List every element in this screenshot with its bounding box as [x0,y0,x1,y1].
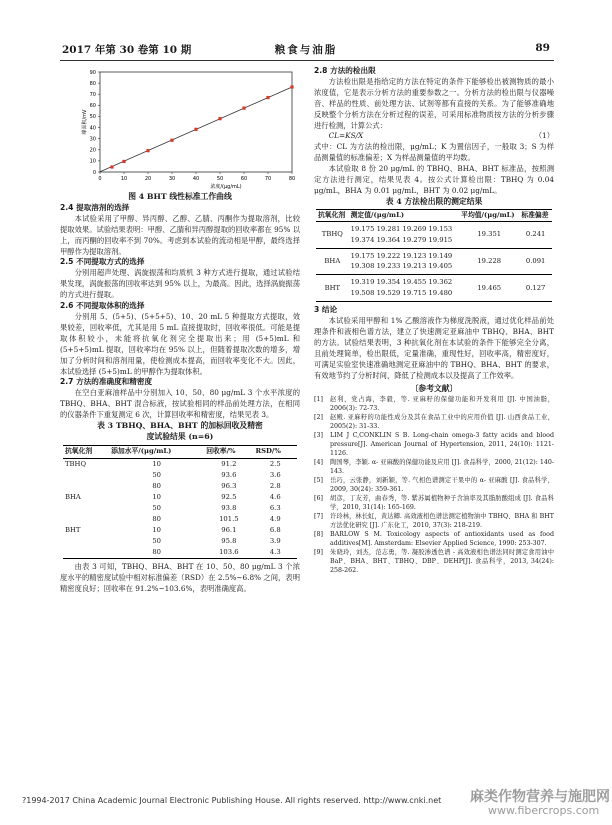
reference-item [314,548,554,575]
table-4-cell: 0.241 [519,221,552,248]
data-point [194,128,197,131]
table-4-cell: BHA [316,248,349,275]
table-3-row [63,481,297,492]
y-tick-label: 70 [89,92,96,99]
table-3-cell [63,514,109,525]
reference-number: [2] [314,414,323,422]
section-2-7-text: 在空白亚麻油样品中分别加入 10、50、80 μg/mL 3 个水平浓度的 TBHQ、BHA、BHT 混合标液，按试验相同的样品前处理方法，在相同的仪器条件下重复测定 6 次，计算回收率和精密度，结果见表 3。 [60,388,300,420]
references-list [314,395,554,575]
header-rule [60,60,554,61]
section-2-4-title: 2.4 提取溶剂的选择 [60,202,130,212]
section-2-4-text: 本试验采用了甲醇、异丙醇、乙醇、乙腈、丙酮作为提取溶剂，比较提取效果。试验结果表明：甲醇、乙腈和异丙醇提取的回收率都在 95% 以上，而丙酮的回收率不到 70%。考虑到本试验的流动相是甲醇，最终选择甲醇作为提取溶剂。 [60,213,300,256]
reference-text: 赵利，党占海，李毅，等. 亚麻籽的保健功能和开发利用 [J]. 中国油脂，2006(3): 72-73. [330,396,554,413]
journal-issue: 2017 年第 30 卷第 10 期 [62,44,192,56]
table-4-cell: 19.465 [459,275,519,302]
table-4-cell: 0.127 [519,275,552,302]
watermark-text: 麻类作物营养与施肥网 [470,789,610,805]
x-tick-label: 0 [98,176,102,182]
page-number: 89 [535,42,550,54]
table-3-cell: 50 [152,503,161,512]
y-tick-label: 0 [92,169,96,176]
table-3-cell: 101.5 [219,514,239,523]
left-column [60,192,300,595]
table-3-cell: 3.9 [269,536,281,545]
table-3-cell: 80 [152,481,161,490]
table-3-row [63,492,297,503]
table-3-cell: TBHQ [65,459,87,468]
table-3-cell [63,547,109,559]
table-4-row [316,275,552,302]
section-2-6-text: 分别用 5、(5+5)、(5+5+5)、10、20 mL 5 种提取方式提取，效果较差，回收率低，尤其是用 5 mL 直接提取时，回收率很低。可能是提取体积较小，未能将抗氧化剂完全提取出来；用 (5+5)mL 和 (5+5+5)mL 提取，回收率均在 95% 以上，但随着提取次数的增多，增加了分析时间和溶剂用量，使检测成本提高，而回收率变化不大。因此，本试验选择 (5+5)mL 的甲醇作为提取体积。 [60,311,300,376]
table-3-cell: BHT [65,525,81,534]
table-3-header-cell: 添加水平/(μg/mL) [109,445,204,458]
reference-number: [1] [314,396,323,404]
table-3-row [63,458,297,470]
table-3-cell: 96.3 [221,481,237,490]
table-4-cell: 19.175 19.281 19.269 19.153 19.374 19.364 19.279 19.915 [349,221,460,248]
formula-description: 式中：CL 为方法的检出限，μg/mL；K 为置信因子，一般取 3；S 为样品测量值的标准偏差；X 为样品测量值的平均数。 [314,142,554,163]
table-3-cell [63,481,109,492]
table-3-caption: 表 3 TBHQ、BHA、BHT 的加标回收及精密 [97,421,263,431]
table-4-header-cell: 平均值/(μg/mL) [459,209,519,221]
x-tick-label: 30 [168,176,176,182]
x-tick-label: 10 [120,176,128,182]
table-3-cell: 96.1 [221,525,237,534]
data-point [290,85,293,88]
y-tick-label: 90 [89,69,96,76]
x-tick-label: 40 [192,176,200,182]
reference-text: 许玲林，林长虹，黄达卿. 高效液相色谱法测定植物油中 TBHQ、BHA 和 BHT 方法优化研究 [J]. 广东化工，2010, 37(3): 218-219. [330,513,554,530]
formula: CL=KS/X [328,131,364,141]
table-4-cell: TBHQ [316,221,349,248]
x-tick-label: 60 [240,176,248,182]
data-point [218,117,221,120]
section-2-5-title: 2.5 不同提取方式的选择 [60,257,145,267]
table-3-cell: 80 [109,547,204,559]
table-3-cell: 10 [152,492,161,501]
reference-item [314,494,554,512]
journal-name: 粮食与油脂 [274,44,338,56]
y-axis-label: 峰面积/mV [82,109,88,135]
copyright-footer: ?1994-2017 China Academic Journal Electronic Publishing House. All rights reserved. http://www.cnki.net [22,796,442,805]
table-3-cell: 6.3 [269,503,281,512]
table-3-cell [63,536,109,547]
x-tick-label: 20 [144,176,152,182]
table-3-discussion: 由表 3 可知，TBHQ、BHA、BHT 在 10、50、80 μg/mL 3 个浓度水平的精密度试验中相对标准偏差（RSD）在 2.5%~6.8% 之间，表明精密度良好；回收率在 91.2%~103.6%，表明准确度高。 [60,561,300,593]
y-tick-label: 30 [89,136,96,143]
table-4-cell: BHT [316,275,349,302]
reference-number: [4] [314,459,323,467]
table-3-cell: 92.5 [221,492,237,501]
reference-item [314,476,554,494]
x-axis-label: 浓度/(μg/mL) [210,184,242,190]
references-title: 〔参考文献〕 [410,384,458,394]
table-4-header-cell: 标准偏差 [519,209,552,221]
table-3-row [63,547,297,559]
reference-item [314,431,554,458]
y-tick-label: 80 [89,80,96,87]
table-4-header-cell: 抗氧化剂 [316,209,349,221]
reference-number: [5] [314,477,323,485]
data-point [242,107,245,110]
reference-item [314,413,554,431]
y-tick-label: 40 [89,125,96,132]
reference-number: [6] [314,495,323,503]
section-2-6-title: 2.6 不同提取体积的选择 [60,301,145,311]
reference-text: LIM J C,CONKLIN S B. Long-chain omega-3 fatty acids and blood pressure[J]. American Journal of Hypertension, 2011, 24(10): 1121-1126. [330,432,554,458]
reference-text: 朱晓玲，刘杰，范志勇，等. 凝胶渗透色谱 - 高效液相色谱法同时测定食用油中 BaP、BHA、BHT、TBHQ、DBP、DEHP[J]. 食品科学，2013, 34(24): 258-262. [330,549,554,575]
table-3-cell: 103.6 [204,547,253,559]
reference-item [314,458,554,476]
x-tick-label: 80 [288,176,296,182]
table-4-row [316,248,552,275]
table-3-cell [63,470,109,481]
watermark-url: www.fibercrops.com [488,804,600,817]
section-2-8-text: 方法检出限是指给定的方法在特定的条件下能够检出被测物质的最小浓度值，它是表示分析方法的重要参数之一。分析方法的检出限与仪器噪音、样品的性质、前处理方法、试剂等都有直接的关系。为了能够准确地反映整个分析方法在分析过程的误差，可采用标准物质按方法的分析步骤进行检测，计算公式： [314,76,554,130]
table-3-row [63,503,297,514]
table-4-row [316,221,552,248]
table-3-cell: 93.6 [221,470,237,479]
table-3-cell: BHA [65,492,81,501]
data-point [266,96,269,99]
table-4-cell: 19.319 19.354 19.455 19.362 19.508 19.529 19.715 19.480 [349,275,460,302]
table-3-cell: 93.8 [221,503,237,512]
reference-number: [3] [314,432,323,440]
reference-item [314,395,554,413]
section-2-8-text-2: 本试验取 8 份 20 μg/mL 的 TBHQ、BHA、BHT 标准品，按照测定方法进行测定，结果见表 4。按公式计算检出限：TBHQ 为 0.04 μg/mL，BHA 为 0.01 μg/mL，BHT 为 0.02 μg/mL。 [314,164,554,195]
table-3-cell: 3.6 [269,470,281,479]
table-3-cell: 2.8 [269,481,281,490]
table-3-cell: 91.2 [221,459,237,468]
formula-number: （1） [534,131,554,141]
table-3-cell: 10 [152,525,161,534]
table-3-cell: 10 [152,459,161,468]
section-2-5-text: 分别用超声处理、涡旋振荡和均质机 3 种方式进行提取，通过试验结果发现，涡旋振荡的回收率达到 95% 以上，为最高。因此，选择涡旋振荡的方式进行提取。 [60,268,300,300]
reference-text: BARLOW S M. Toxicology aspects of antioxidants used as food additives[M]. Amsterdam: Elsevier Applied Science, 1990: 253-307. [330,531,554,548]
section-2-7-title: 2.7 方法的准确度和精密度 [60,377,153,387]
table-3-row [63,514,297,525]
table-3-row [63,470,297,481]
y-tick-label: 20 [89,147,96,154]
table-3-row [63,536,297,547]
table-3-cell [63,503,109,514]
formula-line [314,131,554,142]
y-tick-label: 50 [89,114,96,121]
table-3-cell: 50 [152,536,161,545]
reference-text: 赵殿. 亚麻籽的功能性成分及其在食品工业中的应用价值 [J]. 山西食品工业，2005(2): 31-33. [330,414,554,431]
table-3-header-cell: 回收率/% [204,445,253,458]
section-2-8-title: 2.8 方法的检出限 [314,66,376,75]
table-3-cell: 80 [152,514,161,523]
table-3-caption-2: 度试验结果 (n=6) [146,431,214,441]
data-point [110,165,113,168]
table-4-cell: 19.351 [459,221,519,248]
x-tick-label: 70 [264,176,272,182]
right-column [314,66,554,575]
reference-number: [8] [314,531,323,539]
table-3-cell: 2.5 [269,459,281,468]
table-3-cell: 4.3 [253,547,297,559]
figure-caption: 图 4 BHT 线性标准工作曲线 [128,192,232,201]
table-4-caption: 表 4 方法检出限的测定结果 [385,196,483,206]
section-3-text: 本试验采用甲醇和 1% 乙酸溶液作为梯度洗脱液，通过优化样品前处理条件和液相色谱方法，建立了快速测定亚麻油中 TBHQ、BHA、BHT 的方法。试验结果表明，3 种抗氧化剂在本试验的条件下能够完全分离，且前处理简单，检出限低，定量准确，重现性好，回收率高，精密度好，可满足实验室快速准确地测定亚麻油中的 TBHQ、BHA、BHT 的要求，有效地节约了分析时间，降低了检测成本以及提高了工作效率。 [314,316,554,380]
table-3-cell: 4.6 [269,492,281,501]
x-tick-label: 50 [216,176,224,182]
table-3 [63,445,297,559]
bht-calibration-chart [60,66,300,192]
table-3-cell: 4.9 [269,514,281,523]
table-3-header-cell: RSD/% [253,445,297,458]
table-4 [316,209,552,302]
figure-4 [60,66,300,192]
y-tick-label: 10 [89,158,96,165]
reference-number: [7] [314,513,323,521]
data-point [122,160,125,163]
reference-number: [9] [314,549,323,557]
table-3-cell: 6.8 [269,525,281,534]
data-point [170,139,173,142]
table-4-cell: 19.228 [459,248,519,275]
y-tick-label: 60 [89,103,96,110]
chart-frame [100,72,292,172]
reference-text: 岳巧，云张静，刘新颖，等. 气相色谱测定干果中的 α- 亚麻酸 [J]. 食品科学，2009, 30(24): 359-361. [330,477,554,494]
data-point [146,149,149,152]
reference-item [314,530,554,548]
section-3-title: 3 结论 [314,305,338,315]
table-3-header-cell: 抗氧化剂 [63,445,109,458]
table-3-cell: 95.8 [221,536,237,545]
reference-text: 胡彦，丁友芳，曲春秀，等. 紫苏属植物种子含油率及其脂肪酸组成 [J]. 食品科学，2010, 31(14): 165-169. [330,495,554,512]
table-3-row [63,525,297,536]
reference-text: 陶国琴，李颖. α- 亚麻酸的保健功能及应用 [J]. 食品科学，2000, 21(12): 140-143. [330,459,554,476]
table-4-cell: 19.175 19.222 19.123 19.149 19.308 19.233 19.213 19.405 [349,248,460,275]
table-4-cell: 0.091 [519,248,552,275]
table-4-header-cell: 测定值/(μg/mL) [349,209,460,221]
reference-item [314,512,554,530]
table-3-cell: 50 [152,470,161,479]
